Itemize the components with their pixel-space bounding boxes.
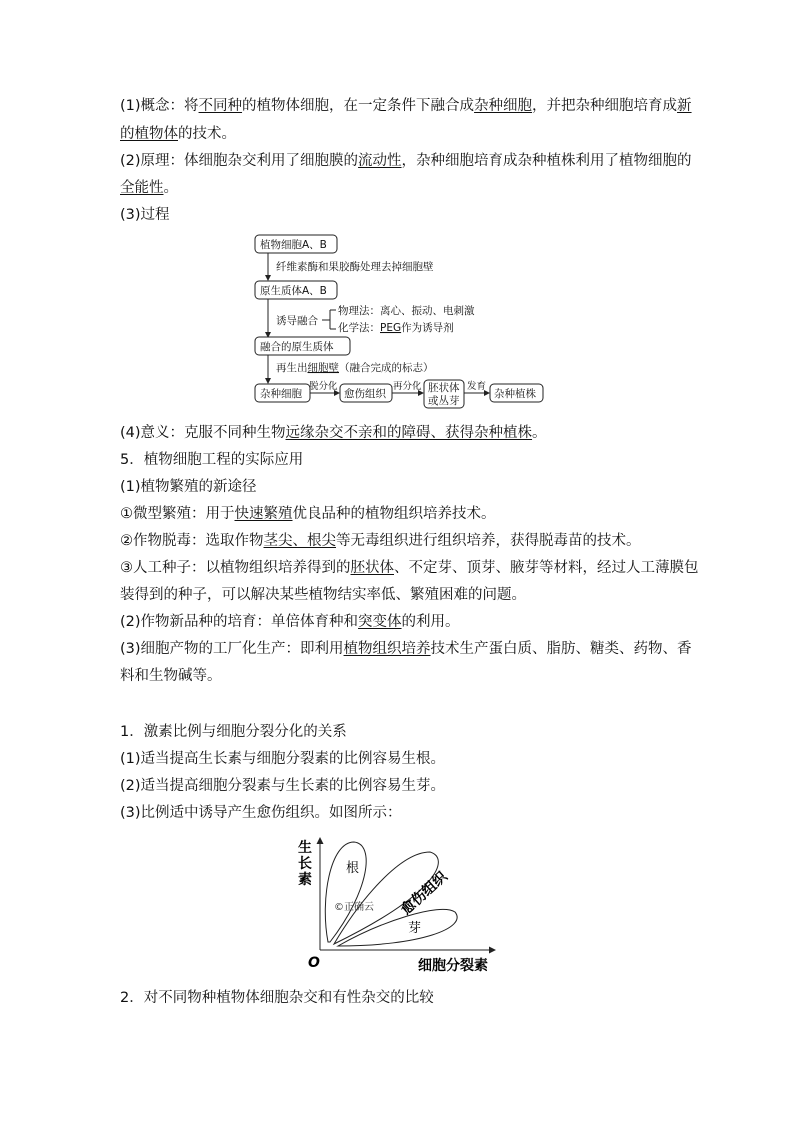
section-5-title: 5．植物细胞工程的实际应用: [120, 452, 304, 468]
key-term: 的植物体: [120, 126, 178, 142]
principle-line: [120, 151, 692, 171]
text: 的植物体细胞，在一定条件下融合成: [242, 98, 475, 114]
y-axis-label-char: 素: [298, 872, 312, 888]
fused-protoplast-label: 融合的原生质体: [260, 341, 334, 353]
develop-label: 发育: [467, 381, 487, 392]
regen-wall-label: 再生出细胞壁（融合完成的标志）: [276, 362, 434, 374]
bud-label: 芽: [408, 921, 422, 936]
comparison-title: 2．对不同物种植物体细胞杂交和有性杂交的比较: [120, 990, 434, 1006]
hormone-line-3: (3)比例适中诱导产生愈伤组织。如图所示：: [120, 805, 402, 821]
key-term: 不同种: [198, 98, 243, 114]
bracket: [322, 310, 336, 329]
principle-line-2: [120, 178, 178, 198]
fusion-flow-diagram: [250, 230, 550, 410]
text: 。: [532, 425, 547, 441]
significance-line: [120, 423, 547, 443]
bud-region: [338, 909, 457, 946]
text: (1)概念：将: [120, 98, 199, 114]
bud-label: 或丛芽: [428, 395, 460, 407]
watermark: ©正确云: [334, 902, 374, 913]
micropropagation-line: ①微型繁殖：用于快速繁殖优良品种的植物组织培养技术。: [120, 506, 496, 522]
key-term: 杂种细胞: [474, 98, 533, 114]
factory-line-2: 料和生物碱等。: [120, 668, 222, 684]
key-term: 植物组织培养: [343, 641, 431, 657]
origin-label: O: [308, 955, 320, 971]
hybrid-plant-label: 杂种植株: [494, 388, 536, 400]
embryo-label: 胚状体: [428, 382, 460, 394]
rediff-label: 再分化: [393, 381, 422, 392]
hormone-title: 1．激素比例与细胞分裂分化的关系: [120, 724, 347, 740]
key-term: 突变体: [358, 614, 402, 630]
physical-method-label: 物理法：离心、振动、电刺激: [338, 305, 475, 317]
artificial-seed-line: ③人工种子：以植物组织培养得到的胚状体、不定芽、顶芽、腋芽等材料，经过人工薄膜包: [120, 560, 699, 576]
artificial-seed-line-2: 装得到的种子，可以解决某些植物结实率低、繁殖困难的问题。: [120, 587, 526, 603]
dediff-label: 脱分化: [309, 381, 338, 392]
process-heading: [120, 205, 170, 225]
text: 。: [163, 180, 178, 196]
text: 的技术。: [178, 126, 236, 142]
hormone-line-2: (2)适当提高细胞分裂素与生长素的比例容易生芽。: [120, 778, 446, 794]
text: (3)过程: [120, 207, 170, 223]
cell-ab-label: 植物细胞A、B: [260, 239, 327, 251]
text: (2)原理：体细胞杂交利用了细胞膜的: [120, 153, 359, 169]
hybrid-cell-label: 杂种细胞: [260, 388, 302, 400]
text: ，并把杂种细胞培育成: [532, 98, 678, 114]
concept-line-2: [120, 124, 236, 144]
callus-label: 愈伤组织: [344, 388, 386, 400]
propagation-heading: (1)植物繁殖的新途径: [120, 479, 257, 495]
root-region: [325, 842, 366, 942]
key-term: 茎尖、根尖: [263, 533, 336, 549]
y-axis-label-char: 长: [298, 856, 312, 872]
factory-line: (3)细胞产物的工厂化生产：即利用植物组织培养技术生产蛋白质、脂肪、糖类、药物、香: [120, 641, 692, 657]
breeding-line: (2)作物新品种的培育：单倍体育种和突变体的利用。: [120, 614, 460, 630]
text: (4)意义：克服不同种生物: [120, 425, 286, 441]
callus-label: 愈伤组织: [398, 868, 451, 919]
induce-fusion-label: 诱导融合: [276, 315, 318, 327]
key-term: 胚状体: [350, 560, 394, 576]
root-label: 根: [346, 861, 360, 876]
hormone-line-1: (1)适当提高生长素与细胞分裂素的比例容易生根。: [120, 751, 446, 767]
key-term: 全能性: [120, 180, 164, 196]
concept-line: [120, 96, 692, 116]
key-term: 新: [677, 98, 692, 114]
detox-line: ②作物脱毒：选取作物茎尖、根尖等无毒组织进行组织培养，获得脱毒苗的技术。: [120, 533, 641, 549]
key-term: 远缘杂交不亲和的障碍、获得杂种植株: [285, 425, 533, 441]
enzyme-step-label: 纤维素酶和果胶酶处理去掉细胞壁: [276, 261, 434, 273]
chemical-method-label: 化学法：PEG作为诱导剂: [338, 322, 454, 334]
x-axis-label: 细胞分裂素: [418, 958, 488, 974]
y-axis-label-char: 生: [298, 840, 312, 856]
key-term: 快速繁殖: [234, 506, 293, 522]
protoplast-label: 原生质体A、B: [260, 285, 327, 297]
text: ，杂种细胞培育成杂种植株利用了植物细胞的: [401, 153, 692, 169]
key-term: 流动性: [358, 153, 402, 169]
hormone-ratio-diagram: [290, 830, 510, 980]
